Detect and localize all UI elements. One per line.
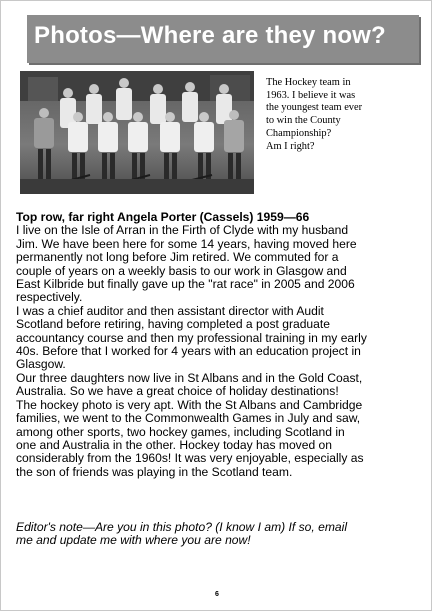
article-line: East Kilbride but finally gave up the "rat race" in 2005 and 2006	[16, 277, 355, 292]
article-line: I live on the Isle of Arran in the Firth of Clyde with my husband	[16, 223, 349, 238]
article-line: the son of friends was playing in the Scotland team.	[16, 464, 293, 479]
article-line: couple of years on a weekly basis to our work in Glasgow and	[16, 263, 347, 278]
article-line: permanently not long before Jim retired. We commuted for a	[16, 250, 339, 265]
caption-line: to win the County	[266, 115, 341, 127]
article-body	[16, 211, 421, 479]
caption-line: Am I right?	[266, 140, 315, 152]
article-line: Australia. So we have a great choice of holiday destinations!	[16, 384, 339, 399]
article-line: among other sports, two hockey games, including Scotland in	[16, 424, 345, 439]
article-line: Glasgow.	[16, 357, 66, 372]
article-line: Our three daughters now live in St Albans and in the Gold Coast,	[16, 370, 363, 385]
article-line: Jim. We have been here for some 14 years, having moved here	[16, 236, 357, 251]
hockey-team-photo	[20, 71, 254, 194]
caption-line: Championship?	[266, 127, 332, 139]
article-line: one and Australia in the other. Hockey today has moved on	[16, 437, 332, 452]
page-number: 6	[215, 591, 219, 598]
editor-note-line: me and update me with where you are now!	[16, 533, 251, 548]
article-line: respectively.	[16, 290, 83, 305]
article-line: families, we went to the Commonwealth Games in July and saw,	[16, 411, 361, 426]
article-line: The hockey photo is very apt. With the St Albans and Cambridge	[16, 397, 363, 412]
article-line: accountancy course and then my professional training in my early	[16, 330, 367, 345]
article-line: 40s. Before that I worked for 4 years with an education project in	[16, 344, 361, 359]
caption-line: 1963. I believe it was	[266, 89, 356, 101]
article-line: Scotland before retiring, having completed a post graduate	[16, 317, 330, 332]
page-title: Photos—Where are they now?	[34, 22, 386, 49]
article-line: considerably from the 1960s! It was very enjoyable, especially as	[16, 451, 364, 466]
editor-note	[16, 521, 421, 548]
editor-note-line: Editor's note—Are you in this photo? (I know I am) If so, email	[16, 520, 348, 534]
article-line: I was a chief auditor and then assistant director with Audit	[16, 303, 324, 318]
team-photo-image	[20, 71, 254, 194]
photo-caption	[266, 77, 416, 153]
caption-line: The Hockey team in	[266, 77, 351, 88]
title-banner	[27, 15, 419, 63]
caption-line: the youngest team ever	[266, 102, 363, 114]
article-heading: Top row, far right Angela Porter (Cassels) 1959—66	[16, 210, 310, 224]
